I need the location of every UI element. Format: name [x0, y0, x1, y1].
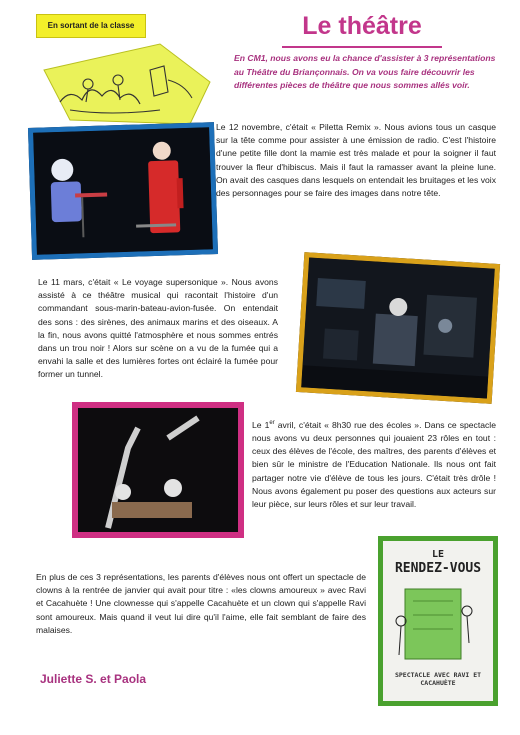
intro-text: En CM1, nous avons eu la chance d'assister à 3 représentations au Théâtre du Briançonnais. On va vous faire découvrir les différentes pièces de théâtre que nous sommes allés voir.	[234, 53, 496, 90]
photo-8h30-rue-des-ecoles	[72, 402, 244, 538]
poster-illustration	[393, 581, 483, 667]
photo-voyage-supersonique	[296, 252, 500, 404]
poster-title-le: LE	[431, 549, 445, 560]
poster-subtitle: SPECTACLE AVEC RAVI ET CACAHUÈTE	[394, 671, 482, 687]
poster-le-rendez-vous	[378, 536, 498, 706]
p3-date-sup: er	[269, 420, 275, 426]
paragraph-piletta: Le 12 novembre, c'était « Piletta Remix ». Nous avions tous un casque sur la tête comme pour assister à une émission de radio. C'est l'histoire d'une petite fille dont la mamie est très malade et pour la soigner il faut trouver la fleur d'hibiscus. Mais il faut la ramasser avant la pleine lune. On avait des casques dans lesquels on entendait les bruitages et les voix des personnages pour se faire des images dans notre tête.	[216, 122, 496, 199]
p3-body: avril, c'était « 8h30 rue des écoles ». Dans ce spectacle nous avons vu deux personnes qui jouaient 23 rôles en tout : ceux des élèves de l'école, des maîtres, des parents d'élèves et bien sûr le ministre de l'Education Nationale. Ils nous ont fait partager notre vie d'élève de tous les jours. C'était très drôle ! Nous avons également pu poser des questions aux acteurs sur leur pièce, sur leurs rôles et sur leur travail.	[252, 419, 496, 510]
paragraph-rue-des-ecoles	[252, 417, 496, 511]
article-author: Juliette S. et Paola	[40, 672, 147, 686]
sketch-illustration	[40, 40, 215, 128]
poster-title-rendez-vous: RENDEZ-VOUS	[394, 561, 482, 576]
section-tag: En sortant de la classe	[36, 14, 146, 38]
title-underline	[282, 46, 442, 48]
page-title: Le théâtre	[302, 12, 422, 40]
p3-date-day: Le 1	[252, 419, 270, 430]
paragraph-voyage: Le 11 mars, c'était « Le voyage supersonique ». Nous avons assisté à ce théâtre musical qui racontait l'histoire d'un commandant sous-marin-bateau-avion-fusée. On entendait des sons : des sirènes, des animaux marins et des oiseaux. A la fin, nous avons quitté l'atmosphère et nous sommes entrés dans un trou noir ! Alors sur scène on a vu de la fumée qui a envahi la salle et des lumières fortes ont éclairé la fumée pour former un tunnel.	[38, 277, 278, 380]
photo-piletta-remix	[28, 122, 218, 260]
paragraph-clowns: En plus de ces 3 représentations, les parents d'élèves nous ont offert un spectacle de clowns à la rentrée de janvier qui avait pour titre : «les clowns amoureux » avec Ravi et Cacahuète ! Une clownesse qui s'appelle Cacahuète et un clown qui s'appelle Ravi sont amoureux. Mais quand il veut lui dire qu'il l'aime, elle fait semblant de faire des malaises.	[36, 572, 366, 635]
